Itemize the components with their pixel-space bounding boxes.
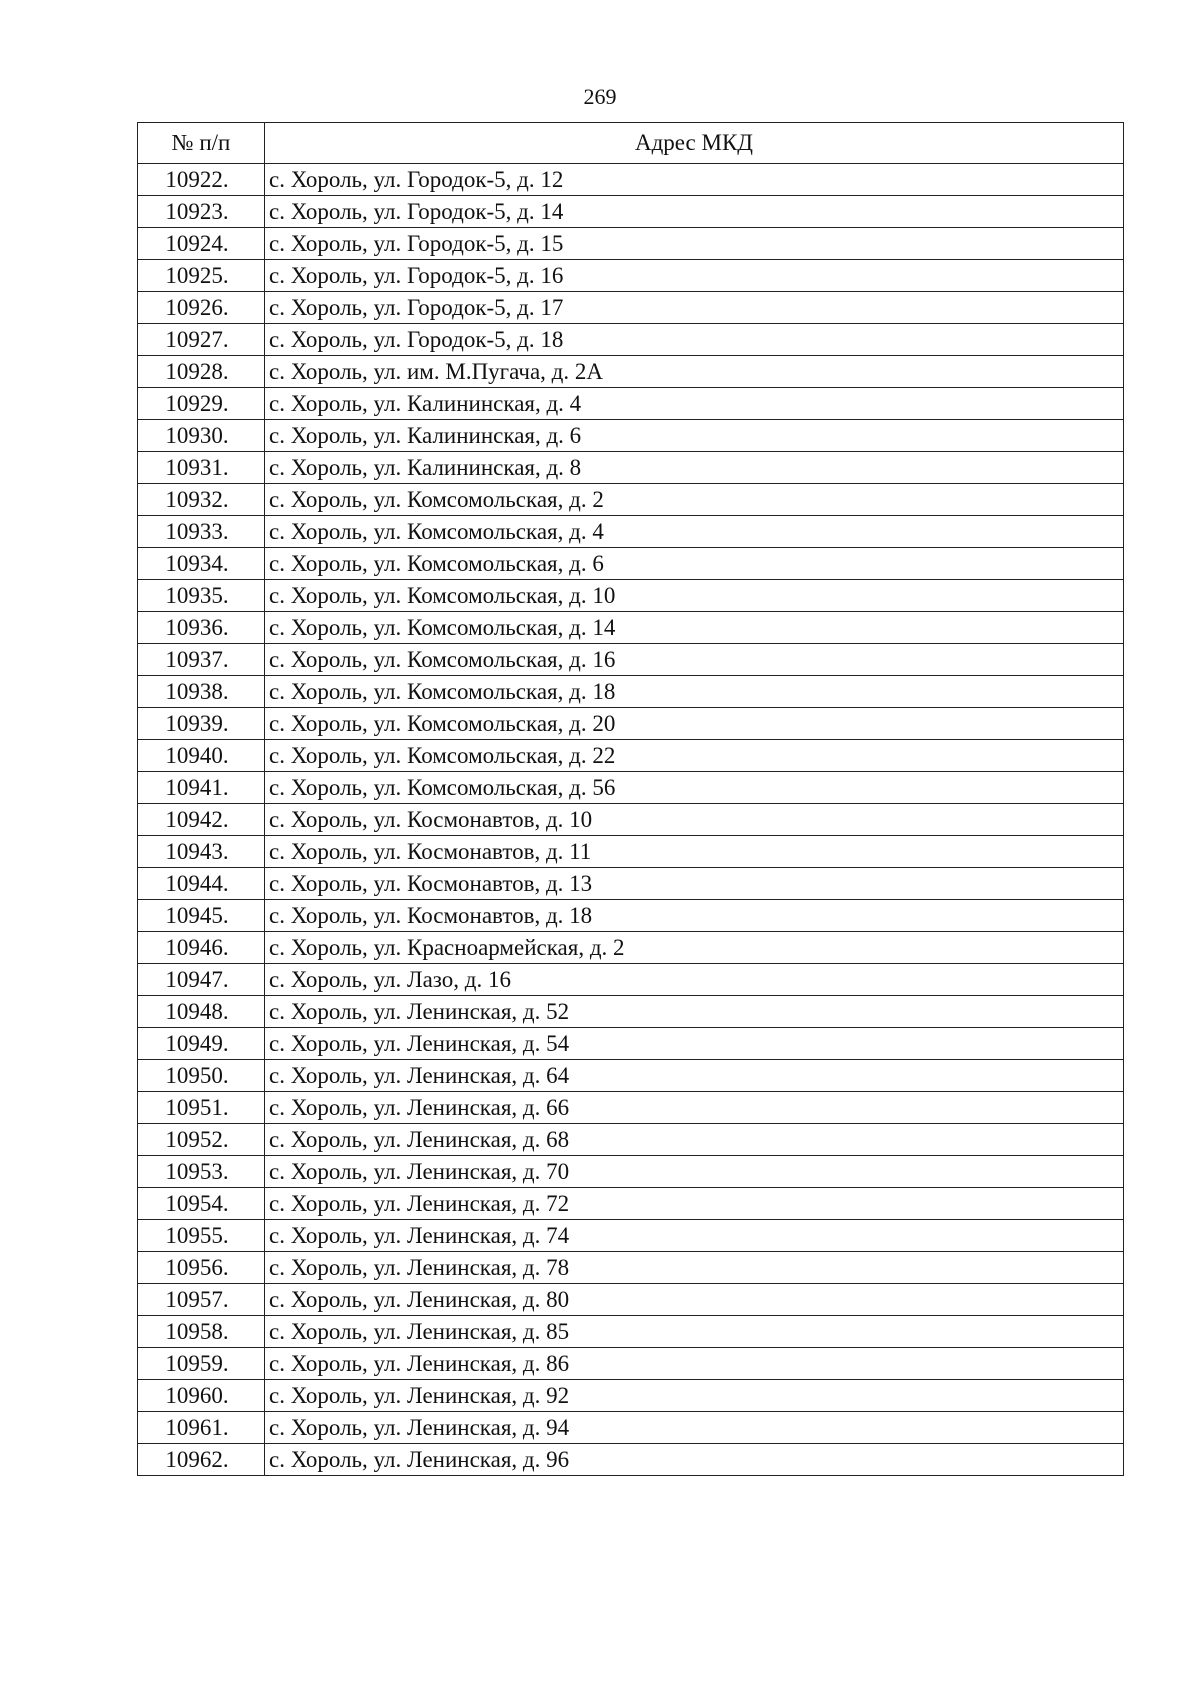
- row-address: с. Хороль, ул. Ленинская, д. 54: [265, 1028, 1124, 1060]
- row-address: с. Хороль, ул. Ленинская, д. 96: [265, 1444, 1124, 1476]
- row-address: с. Хороль, ул. Городок-5, д. 15: [265, 228, 1124, 260]
- row-address: с. Хороль, ул. Городок-5, д. 14: [265, 196, 1124, 228]
- row-number: 10923.: [138, 196, 265, 228]
- row-address: с. Хороль, ул. Комсомольская, д. 18: [265, 676, 1124, 708]
- row-number: 10957.: [138, 1284, 265, 1316]
- table-row: [138, 1284, 1124, 1316]
- row-number: 10927.: [138, 324, 265, 356]
- table-row: [138, 868, 1124, 900]
- row-address: с. Хороль, ул. Ленинская, д. 70: [265, 1156, 1124, 1188]
- table-row: [138, 612, 1124, 644]
- table-row: [138, 164, 1124, 196]
- row-address: с. Хороль, ул. Комсомольская, д. 16: [265, 644, 1124, 676]
- table-row: [138, 1348, 1124, 1380]
- table-row: [138, 900, 1124, 932]
- row-number: 10942.: [138, 804, 265, 836]
- row-number: 10951.: [138, 1092, 265, 1124]
- table-row: [138, 580, 1124, 612]
- row-address: с. Хороль, ул. Ленинская, д. 85: [265, 1316, 1124, 1348]
- row-number: 10938.: [138, 676, 265, 708]
- row-number: 10943.: [138, 836, 265, 868]
- row-address: с. Хороль, ул. Комсомольская, д. 22: [265, 740, 1124, 772]
- row-number: 10935.: [138, 580, 265, 612]
- row-number: 10929.: [138, 388, 265, 420]
- row-address: с. Хороль, ул. Лазо, д. 16: [265, 964, 1124, 996]
- table-row: [138, 548, 1124, 580]
- row-number: 10933.: [138, 516, 265, 548]
- row-address: с. Хороль, ул. Ленинская, д. 78: [265, 1252, 1124, 1284]
- row-address: с. Хороль, ул. Городок-5, д. 17: [265, 292, 1124, 324]
- row-address: с. Хороль, ул. Калининская, д. 8: [265, 452, 1124, 484]
- row-address: с. Хороль, ул. Ленинская, д. 92: [265, 1380, 1124, 1412]
- row-address: с. Хороль, ул. Комсомольская, д. 6: [265, 548, 1124, 580]
- table-row: [138, 996, 1124, 1028]
- row-number: 10932.: [138, 484, 265, 516]
- table-row: [138, 1156, 1124, 1188]
- row-address: с. Хороль, ул. Комсомольская, д. 2: [265, 484, 1124, 516]
- row-address: с. Хороль, ул. Космонавтов, д. 13: [265, 868, 1124, 900]
- row-address: с. Хороль, ул. Красноармейская, д. 2: [265, 932, 1124, 964]
- table-row: [138, 516, 1124, 548]
- row-number: 10941.: [138, 772, 265, 804]
- table-row: [138, 484, 1124, 516]
- row-address: с. Хороль, ул. Ленинская, д. 86: [265, 1348, 1124, 1380]
- row-number: 10939.: [138, 708, 265, 740]
- row-address: с. Хороль, ул. Ленинская, д. 66: [265, 1092, 1124, 1124]
- table-row: [138, 1252, 1124, 1284]
- row-number: 10945.: [138, 900, 265, 932]
- row-number: 10946.: [138, 932, 265, 964]
- row-address: с. Хороль, ул. Ленинская, д. 80: [265, 1284, 1124, 1316]
- table-row: [138, 932, 1124, 964]
- row-number: 10931.: [138, 452, 265, 484]
- table-row: [138, 1220, 1124, 1252]
- row-number: 10940.: [138, 740, 265, 772]
- row-number: 10960.: [138, 1380, 265, 1412]
- table-row: [138, 260, 1124, 292]
- row-number: 10950.: [138, 1060, 265, 1092]
- row-address: с. Хороль, ул. Ленинская, д. 64: [265, 1060, 1124, 1092]
- table-row: [138, 804, 1124, 836]
- table-row: [138, 1092, 1124, 1124]
- column-header-address: Адрес МКД: [265, 123, 1124, 164]
- table-row: [138, 676, 1124, 708]
- row-address: с. Хороль, ул. Ленинская, д. 72: [265, 1188, 1124, 1220]
- row-number: 10959.: [138, 1348, 265, 1380]
- row-number: 10952.: [138, 1124, 265, 1156]
- row-address: с. Хороль, ул. Комсомольская, д. 4: [265, 516, 1124, 548]
- row-number: 10961.: [138, 1412, 265, 1444]
- row-number: 10955.: [138, 1220, 265, 1252]
- table-row: [138, 644, 1124, 676]
- table-row: [138, 1124, 1124, 1156]
- row-address: с. Хороль, ул. Ленинская, д. 52: [265, 996, 1124, 1028]
- table-row: [138, 228, 1124, 260]
- table-row: [138, 964, 1124, 996]
- table-row: [138, 1316, 1124, 1348]
- table-row: [138, 772, 1124, 804]
- table-row: [138, 452, 1124, 484]
- table-row: [138, 740, 1124, 772]
- row-number: 10926.: [138, 292, 265, 324]
- row-number: 10937.: [138, 644, 265, 676]
- row-address: с. Хороль, ул. Космонавтов, д. 11: [265, 836, 1124, 868]
- row-number: 10953.: [138, 1156, 265, 1188]
- row-number: 10956.: [138, 1252, 265, 1284]
- table-row: [138, 836, 1124, 868]
- table-row: [138, 388, 1124, 420]
- row-number: 10948.: [138, 996, 265, 1028]
- row-address: с. Хороль, ул. Городок-5, д. 12: [265, 164, 1124, 196]
- table-row: [138, 1380, 1124, 1412]
- row-address: с. Хороль, ул. Калининская, д. 4: [265, 388, 1124, 420]
- row-address: с. Хороль, ул. Космонавтов, д. 18: [265, 900, 1124, 932]
- table-row: [138, 1028, 1124, 1060]
- page-number: 269: [583, 84, 617, 109]
- table-row: [138, 292, 1124, 324]
- row-address: с. Хороль, ул. Городок-5, д. 16: [265, 260, 1124, 292]
- table-row: [138, 1188, 1124, 1220]
- row-address: с. Хороль, ул. им. М.Пугача, д. 2А: [265, 356, 1124, 388]
- table-row: [138, 420, 1124, 452]
- table-row: [138, 196, 1124, 228]
- row-number: 10947.: [138, 964, 265, 996]
- row-address: с. Хороль, ул. Комсомольская, д. 20: [265, 708, 1124, 740]
- row-number: 10954.: [138, 1188, 265, 1220]
- row-address: с. Хороль, ул. Комсомольская, д. 10: [265, 580, 1124, 612]
- row-number: 10944.: [138, 868, 265, 900]
- table-row: [138, 1060, 1124, 1092]
- row-address: с. Хороль, ул. Ленинская, д. 94: [265, 1412, 1124, 1444]
- table-row: [138, 1444, 1124, 1476]
- row-number: 10924.: [138, 228, 265, 260]
- row-number: 10949.: [138, 1028, 265, 1060]
- row-address: с. Хороль, ул. Комсомольская, д. 56: [265, 772, 1124, 804]
- row-number: 10930.: [138, 420, 265, 452]
- table-row: [138, 324, 1124, 356]
- mkd-address-table: [137, 122, 1124, 1476]
- table-row: [138, 1412, 1124, 1444]
- table-row: [138, 708, 1124, 740]
- row-address: с. Хороль, ул. Ленинская, д. 74: [265, 1220, 1124, 1252]
- row-number: 10922.: [138, 164, 265, 196]
- row-number: 10934.: [138, 548, 265, 580]
- row-address: с. Хороль, ул. Космонавтов, д. 10: [265, 804, 1124, 836]
- table-body: [138, 164, 1124, 1476]
- row-number: 10962.: [138, 1444, 265, 1476]
- row-address: с. Хороль, ул. Калининская, д. 6: [265, 420, 1124, 452]
- column-header-number: № п/п: [138, 123, 265, 164]
- row-address: с. Хороль, ул. Ленинская, д. 68: [265, 1124, 1124, 1156]
- row-number: 10928.: [138, 356, 265, 388]
- row-number: 10958.: [138, 1316, 265, 1348]
- row-address: с. Хороль, ул. Комсомольская, д. 14: [265, 612, 1124, 644]
- table-header-row: [138, 123, 1124, 164]
- row-address: с. Хороль, ул. Городок-5, д. 18: [265, 324, 1124, 356]
- row-number: 10925.: [138, 260, 265, 292]
- row-number: 10936.: [138, 612, 265, 644]
- table-row: [138, 356, 1124, 388]
